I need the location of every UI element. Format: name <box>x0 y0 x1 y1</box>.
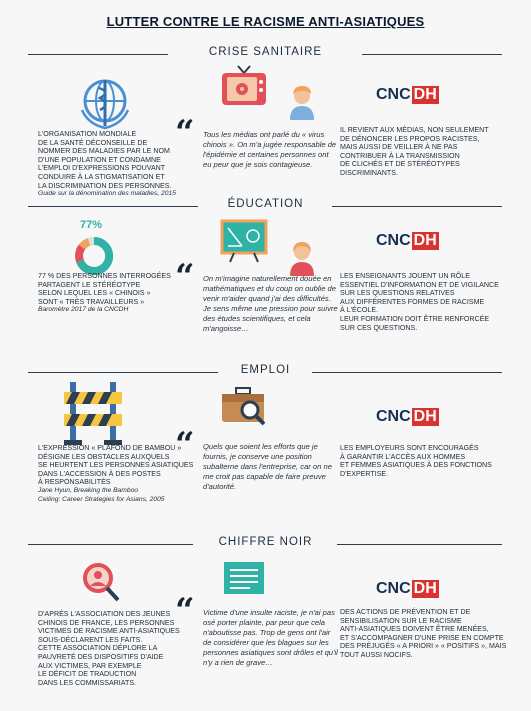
quote-text: Quels que soient les efforts que je fournis, je conserve une position subalterne dans l'entreprise, car on ne me croit pas capable de faire preuve d'autorité. <box>203 442 332 491</box>
left-text: L'ORGANISATION MONDIALE DE LA SANTÉ DÉCONSEILLE DE NOMMER DES MALADIES PAR LE NOM D'UNE POPULATION ET CONDAMNE L'EMPLOI D'EXPRESSIONS POUVANT CONDUIRE À LA STIGMATISATION ET LA DISCRIMINATION DES PERSONNES. Guide sur la dénomination des maladies, 2015 <box>38 130 176 198</box>
cncdh-logo: CNC DH <box>376 408 437 425</box>
briefcase-search-icon <box>220 384 268 429</box>
who-logo-icon <box>70 68 140 138</box>
quote-mark-icon: “ <box>175 591 195 631</box>
left-text: 77 % DES PERSONNES INTERROGÉES PARTAGENT LE STÉRÉOTYPE SELON LEQUEL LES « CHINOIS » SONT « TRÈS TRAVAILLEURS » Baromètre 2017 de la CNCDH <box>38 272 171 314</box>
quote-mark-icon: “ <box>175 113 195 153</box>
tv-virus-icon <box>220 64 268 109</box>
section-chiffre-noir <box>10 536 521 701</box>
section-education <box>10 198 521 363</box>
section-title: ÉDUCATION <box>10 198 521 210</box>
right-text: DES ACTIONS DE PRÉVENTION ET DE SENSIBILISATION SUR LE RACISME ANTI-ASIATIQUES DOIVENT ÊTRE MENÉES, ET S'ACCOMPAGNER D'UNE PRISE EN COMPTE DES PRÉJUGÉS « A PRIORI » « POSITIFS », MAIS TOUT AUSSI NOCIFS. <box>340 608 507 659</box>
quote-text: Victime d'une insulte raciste, je n'ai pas osé porter plainte, par peur que cela n'aboutisse pas. Trop de gens ont l'air de considérer que les blagues sur les personnes asiatiques sont drôles et qu'il n'y a rien de grave… <box>203 608 338 667</box>
quote-mark-icon: “ <box>175 257 195 297</box>
cncdh-logo: CNC DH <box>376 232 437 249</box>
cncdh-logo: CNC DH <box>376 86 437 103</box>
page-title: LUTTER CONTRE LE RACISME ANTI-ASIATIQUES <box>106 14 425 29</box>
section-title: EMPLOI <box>10 364 521 376</box>
right-text: IL REVIENT AUX MÉDIAS, NON SEULEMENT DE DÉNONCER LES PROPOS RACISTES, MAIS AUSSI DE VEILLER À NE PAS CONTRIBUER À LA TRANSMISSION DE CLICHÉS ET DE STÉRÉOTYPES DISCRIMINANTS. <box>340 126 489 177</box>
left-text: D'APRÈS L'ASSOCIATION DES JEUNES CHINOIS DE FRANCE, LES PERSONNES VICTIMES DE RACISME ANTI-ASIATIQUES SOUS-DÉCLARENT LES FAITS. CETTE ASSOCIATION DÉPLORE LA PAUVRETÉ DES DISPOSITIFS D'AIDE AUX VICTIMES, PAR EXEMPLE LE DÉFICIT DE TRADUCTION DANS LES COMMISSARIATS. <box>38 610 180 687</box>
cncdh-logo: CNC DH <box>376 580 437 597</box>
person-icon <box>284 238 320 278</box>
right-text: LES EMPLOYEURS SONT ENCOURAGÉS À GARANTIR L'ACCÈS AUX HOMMES ET FEMMES ASIATIQUES À DES FONCTIONS D'EXPERTISE. <box>340 444 492 478</box>
quote-text: Tous les médias ont parlé du « virus chinois ». On m'a jugée responsable de l'épidémie et certaines personnes ont eu peur que je sois contagieuse. <box>203 130 337 169</box>
person-icon <box>284 82 320 122</box>
barrier-icon <box>58 378 128 448</box>
quote-text: On m'imagine naturellement douée en mathématiques et du coup on oublie de venir m'aider quand j'ai des difficultés. Je sens même une pression pour suivre des études scientifiques, et cela m'angoisse… <box>203 274 338 333</box>
screen-text-icon <box>220 558 268 603</box>
right-text: LES ENSEIGNANTS JOUENT UN RÔLE ESSENTIEL D'INFORMATION ET DE VIGILANCE SUR LES QUESTIONS RELATIVES AUX DIFFÉRENTES FORMES DE RACISME À L'ÉCOLE. LEUR FORMATION DOIT ÊTRE RENFORCÉE SUR CES QUESTIONS. <box>340 272 499 332</box>
blackboard-icon <box>220 218 268 263</box>
stat-label: 77% <box>80 219 103 231</box>
quote-mark-icon: “ <box>175 425 195 465</box>
section-title: CHIFFRE NOIR <box>10 536 521 548</box>
section-title: CRISE SANITAIRE <box>10 46 521 58</box>
section-crise-sanitaire <box>10 46 521 211</box>
left-text: L'EXPRESSION « PLAFOND DE BAMBOU » DÉSIGNE LES OBSTACLES AUXQUELS SE HEURTENT LES PERSONNES ASIATIQUES DANS L'ACCESSION À DES POSTES À RESPONSABILITÉS Jane Hyun, Breaking the Bamboo Ceiling: Career Strategies for Asians, 2005 <box>38 444 194 503</box>
section-emploi <box>10 364 521 529</box>
